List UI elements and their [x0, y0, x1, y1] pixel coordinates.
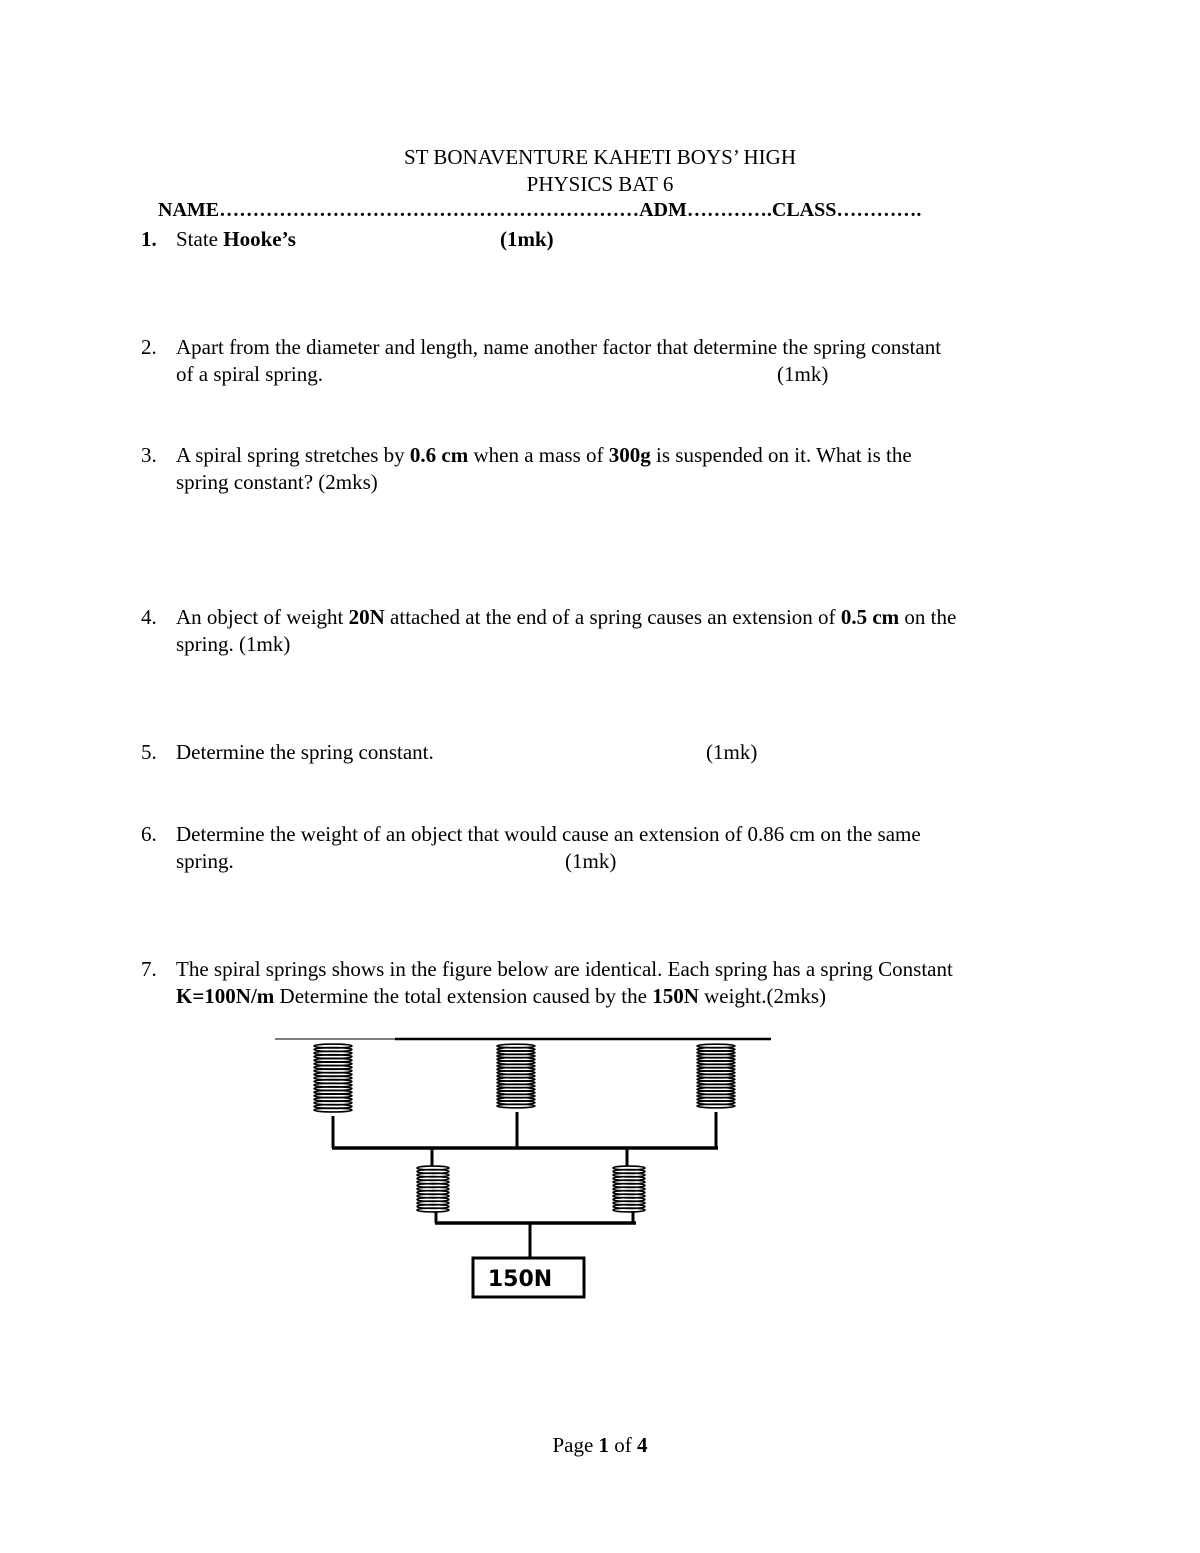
question-marks: (1mk) — [500, 227, 554, 251]
spring-coil — [314, 1108, 352, 1112]
text-run: Determine the total extension caused by the — [274, 984, 653, 1008]
school-name: ST BONAVENTURE KAHETI BOYS’ HIGH — [404, 145, 796, 169]
spring-coil — [417, 1208, 449, 1212]
name-field[interactable]: ……………………………………………………… — [219, 199, 640, 221]
question-text: Determine the spring constant. — [176, 740, 434, 764]
question-number: 6. — [141, 822, 157, 846]
adm-label: ADM — [639, 199, 687, 221]
text-run: on the — [899, 605, 957, 629]
spring — [314, 1044, 352, 1112]
spring — [613, 1166, 645, 1212]
question-number: 2. — [141, 335, 157, 359]
question-text-line-2: spring constant? (2mks) — [176, 470, 378, 494]
question-number: 4. — [141, 605, 157, 629]
weight-label: 150N — [487, 1267, 553, 1292]
text-run: attached at the end of a spring causes an extension of — [384, 605, 841, 629]
text-run: weight.(2mks) — [698, 984, 827, 1008]
spring — [417, 1166, 449, 1212]
class-field[interactable]: …………. — [836, 199, 922, 221]
page-number — [0, 1433, 1200, 1458]
spring — [697, 1044, 735, 1108]
text-run: An object of weight — [176, 605, 349, 629]
text-run: A spiral spring stretches by — [176, 443, 410, 467]
page-total: 4 — [637, 1433, 648, 1457]
question-marks: (1mk) — [565, 849, 617, 873]
text-run: is suspended on it. What is the — [650, 443, 912, 467]
page-of: of — [609, 1433, 638, 1457]
question-text-line-1: Determine the weight of an object that would cause an extension of 0.86 cm on the same — [176, 822, 921, 846]
question-text-line-1: Apart from the diameter and length, name another factor that determine the spring constant — [176, 335, 942, 359]
spring — [497, 1044, 535, 1108]
bold-value: 300g — [608, 443, 651, 467]
bold-term: Hooke’s — [223, 227, 296, 251]
name-label: NAME — [158, 199, 220, 221]
paper-title: PHYSICS BAT 6 — [526, 172, 674, 196]
page-label: Page — [552, 1433, 599, 1457]
text-run: State — [176, 227, 224, 251]
question-text-line-1: The spiral springs shows in the figure below are identical. Each spring has a spring Constant — [176, 957, 953, 981]
text-run: when a mass of — [468, 443, 609, 467]
bold-value: 0.6 cm — [409, 443, 469, 467]
spring-coil — [697, 1104, 735, 1108]
question-marks: (1mk) — [777, 362, 829, 386]
question-text-line-2: spring. (1mk) — [176, 632, 291, 656]
question-number: 5. — [141, 740, 157, 764]
class-label: CLASS — [771, 199, 837, 221]
question-text-line-2: spring. — [176, 849, 234, 873]
adm-field[interactable]: …………. — [686, 199, 772, 221]
question-number: 3. — [141, 443, 157, 467]
bold-value: K=100N/m — [176, 984, 275, 1008]
page-current: 1 — [598, 1433, 610, 1457]
spring-coil — [613, 1208, 645, 1212]
bold-value: 0.5 cm — [840, 605, 900, 629]
question-marks: (1mk) — [706, 740, 758, 764]
bottom-springs — [417, 1166, 645, 1212]
bold-value: 20N — [348, 605, 385, 629]
bold-value: 150N — [652, 984, 699, 1008]
spring-coil — [497, 1104, 535, 1108]
question-text-line-2: of a spiral spring. — [176, 362, 323, 386]
question-number: 1. — [141, 227, 157, 251]
question-number: 7. — [141, 957, 157, 981]
top-springs — [314, 1044, 735, 1112]
